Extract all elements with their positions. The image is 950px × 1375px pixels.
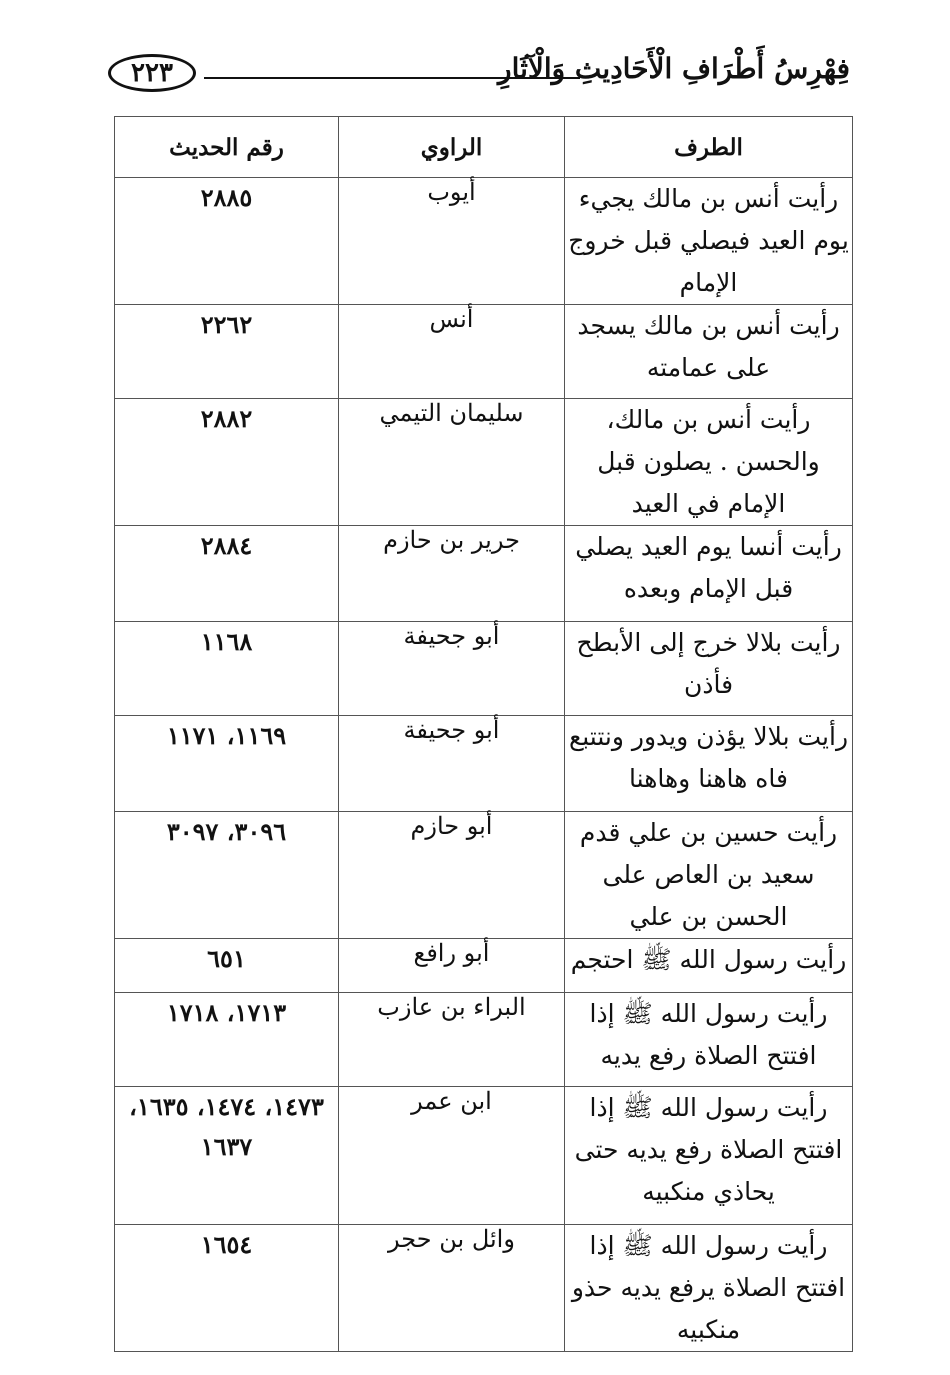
taraf-cell: رأيت حسين بن علي قدم سعيد بن العاص على الحسن بن علي [565,812,853,939]
table-row [115,622,853,716]
rawi-cell: جرير بن حازم [339,526,565,622]
hadith-index-table [114,116,853,1352]
hadith-number-cell: ٢٨٨٤ [115,526,339,622]
page-header [108,50,850,100]
table-row [115,716,853,812]
rawi-cell: أبو جحيفة [339,716,565,812]
table-row [115,399,853,526]
taraf-cell: رأيت أنس بن مالك يجيء يوم العيد فيصلي قبل خروج الإمام [565,178,853,305]
table-row [115,305,853,399]
hadith-number-cell: ١١٦٨ [115,622,339,716]
rawi-cell: سليمان التيمي [339,399,565,526]
table-row [115,178,853,305]
page-number: ٢٢٣ [108,54,196,92]
table-row [115,526,853,622]
hadith-number-cell: ٣٠٩٦، ٣٠٩٧ [115,812,339,939]
table-row [115,1225,853,1352]
taraf-cell: رأيت أنس بن مالك يسجد على عمامته [565,305,853,399]
hadith-number-cell: ١٦٥٤ [115,1225,339,1352]
column-header-number: رقم الحديث [115,117,339,178]
hadith-number-cell: ١٧١٣، ١٧١٨ [115,993,339,1087]
rawi-cell: البراء بن عازب [339,993,565,1087]
column-header-rawi: الراوي [339,117,565,178]
table-row [115,939,853,993]
rawi-cell: أبو حازم [339,812,565,939]
taraf-cell: رأيت رسول الله ﷺ إذا افتتح الصلاة يرفع يديه حذو منكبيه [565,1225,853,1352]
rawi-cell: أبو رافع [339,939,565,993]
rawi-cell: أنس [339,305,565,399]
taraf-cell: رأيت أنس بن مالك، والحسن . يصلون قبل الإمام في العيد [565,399,853,526]
page-title: فِهْرِسُ أَطْرَافِ الْأَحَادِيثِ وَالْآثَارِ [498,52,850,85]
taraf-cell: رأيت بلالا خرج إلى الأبطح فأذن [565,622,853,716]
hadith-number-cell: ٦٥١ [115,939,339,993]
taraf-cell: رأيت رسول الله ﷺ إذا افتتح الصلاة رفع يديه حتى يحاذي منكبيه [565,1087,853,1225]
column-header-taraf: الطرف [565,117,853,178]
hadith-number-cell: ٢٢٦٢ [115,305,339,399]
table-row [115,812,853,939]
hadith-number-cell: ١١٦٩، ١١٧١ [115,716,339,812]
hadith-number-cell: ٢٨٨٢ [115,399,339,526]
rawi-cell: ابن عمر [339,1087,565,1225]
taraf-cell: رأيت بلالا يؤذن ويدور ونتتبع فاه هاهنا وهاهنا [565,716,853,812]
rawi-cell: وائل بن حجر [339,1225,565,1352]
rawi-cell: أبو جحيفة [339,622,565,716]
rawi-cell: أيوب [339,178,565,305]
taraf-cell: رأيت رسول الله ﷺ احتجم [565,939,853,993]
hadith-number-cell: ١٤٧٣، ١٤٧٤، ١٦٣٥، ١٦٣٧ [115,1087,339,1225]
taraf-cell: رأيت أنسا يوم العيد يصلي قبل الإمام وبعده [565,526,853,622]
table-header-row [115,117,853,178]
table-row [115,1087,853,1225]
taraf-cell: رأيت رسول الله ﷺ إذا افتتح الصلاة رفع يديه [565,993,853,1087]
hadith-number-cell: ٢٨٨٥ [115,178,339,305]
table-row [115,993,853,1087]
